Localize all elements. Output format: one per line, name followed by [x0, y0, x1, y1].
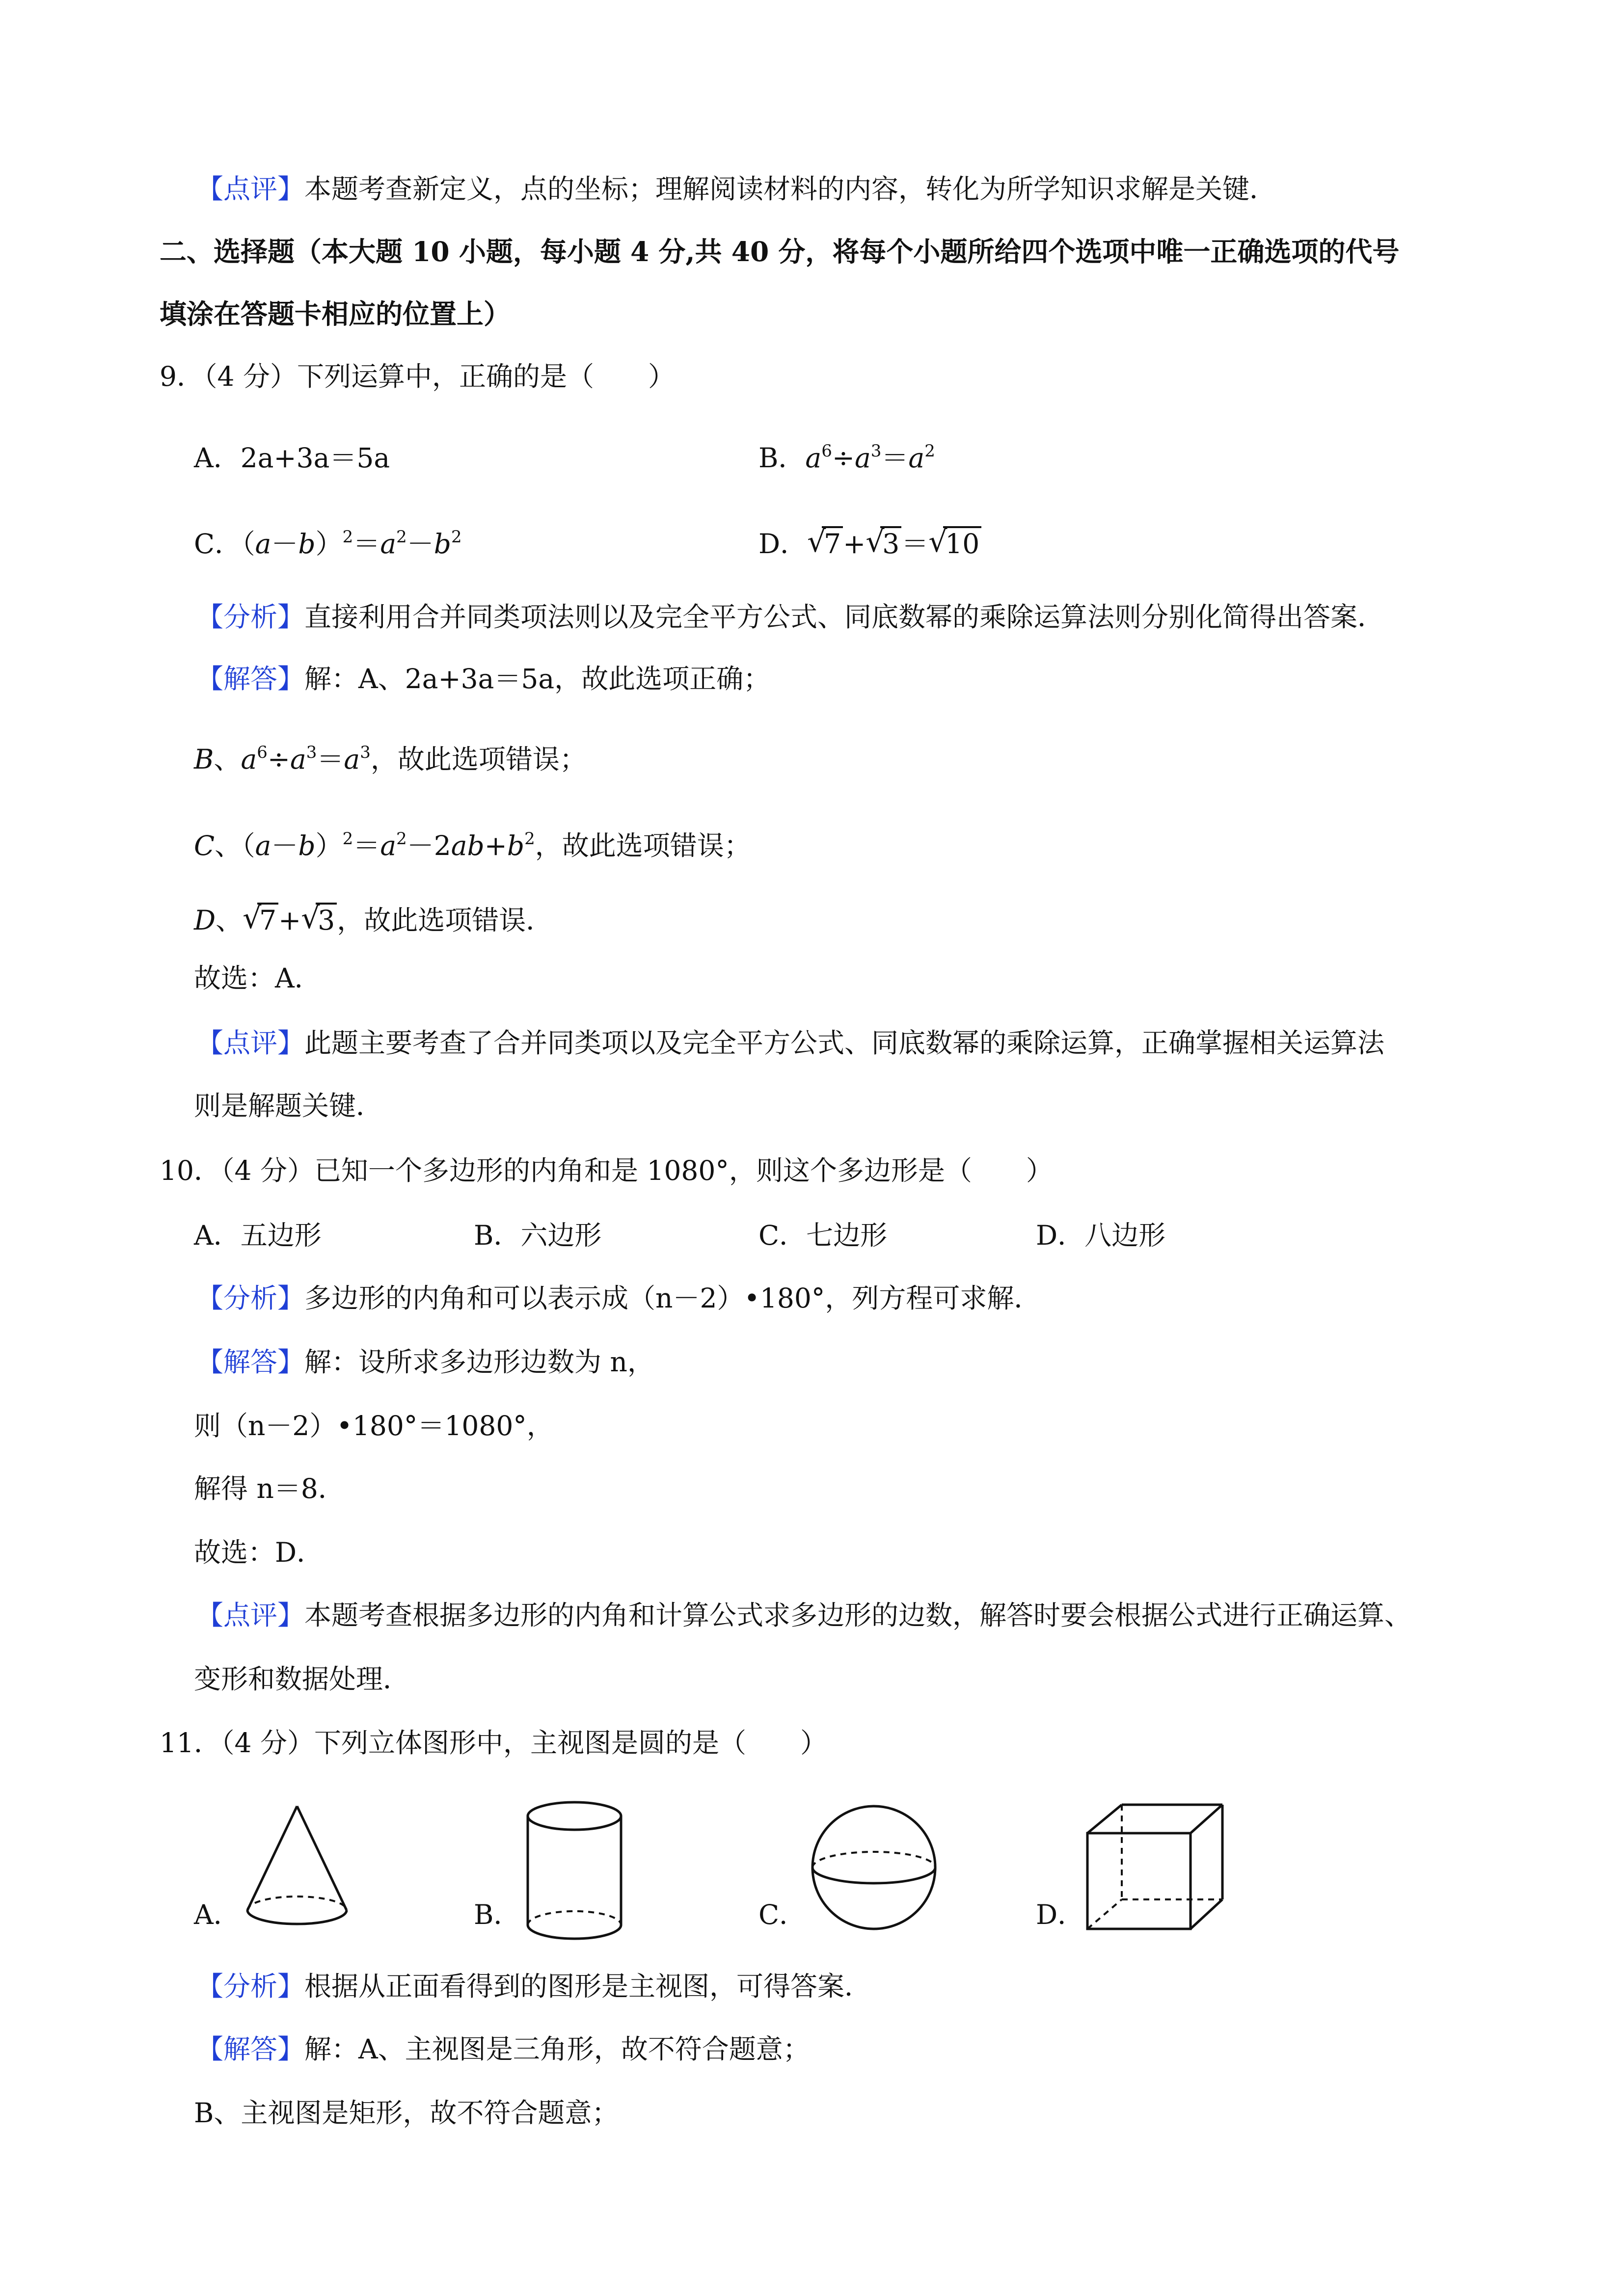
sphere-icon	[805, 1799, 943, 1936]
q11-answer-line1: 【解答】解：A、主视图是三角形，故不符合题意；	[196, 2033, 810, 2065]
q9-option-a: A．2a+3a＝5a	[194, 442, 390, 474]
q11-option-c: C．	[758, 1899, 807, 1930]
q10-option-d: D．八边形	[1036, 1220, 1166, 1251]
cone-icon	[241, 1801, 353, 1934]
q11-option-a: A．	[194, 1899, 241, 1930]
q9-stem: 9．（4 分）下列运算中，正确的是（ ）	[160, 361, 675, 392]
q9-answer-a: 【解答】解：A、2a+3a＝5a，故此选项正确；	[196, 663, 771, 694]
q9-answer-d: D、√ 7+√ 3，故此选项错误．	[194, 903, 553, 937]
q10-option-c: C．七边形	[758, 1220, 888, 1251]
q9-comment-line2: 则是解题关键．	[194, 1090, 383, 1121]
q10-comment-line2: 变形和数据处理．	[194, 1663, 410, 1695]
q10-analysis: 【分析】多边形的内角和可以表示成（n－2）•180°，列方程可求解．	[196, 1282, 1041, 1314]
q10-answer-line2: 则（n－2）•180°＝1080°，	[194, 1410, 554, 1442]
cylinder-icon	[520, 1796, 628, 1944]
q10-stem: 10．（4 分）已知一个多边形的内角和是 1080°，则这个多边形是（ ）	[160, 1155, 1053, 1186]
section-heading-line1: 二、选择题（本大题 10 小题，每小题 4 分,共 40 分，将每个小题所给四个选项中唯一正确选项的代号	[160, 236, 1400, 267]
q11-analysis: 【分析】根据从正面看得到的图形是主视图，可得答案．	[196, 1971, 872, 2002]
q11-option-d: D．	[1036, 1899, 1085, 1930]
q9-answer-c: C、$(a-b)^2=a^2-2ab+b^2$，故此选项错误；	[194, 829, 751, 861]
cube-icon	[1080, 1799, 1227, 1936]
q9-analysis: 【分析】直接利用合并同类项法则以及完全平方公式、同底数幂的乘除运算法则分别化简得出答案．	[196, 601, 1385, 633]
q9-answer-b: B、$a^6\div a^3=a^3$，故此选项错误；	[194, 743, 587, 775]
q11-answer-line2: B、主视图是矩形，故不符合题意；	[194, 2097, 619, 2129]
section-heading-line2: 填涂在答题卡相应的位置上）	[160, 298, 511, 330]
q10-comment-line1: 【点评】本题考查根据多边形的内角和计算公式求多边形的边数，解答时要会根据公式进行正确运算、	[196, 1600, 1412, 1631]
q11-stem: 11．（4 分）下列立体图形中，主视图是圆的是（ ）	[160, 1727, 827, 1759]
q10-option-b: B．六边形	[474, 1220, 602, 1251]
q11-option-b: B．	[474, 1899, 521, 1930]
q10-choice: 故选：D．	[194, 1537, 324, 1568]
q10-answer-line1: 【解答】解：设所求多边形边数为 n，	[196, 1346, 654, 1378]
q9-comment-line1: 【点评】此题主要考查了合并同类项以及完全平方公式、同底数幂的乘除运算，正确掌握相关运算法	[196, 1027, 1385, 1059]
q9-choice: 故选：A．	[194, 962, 322, 994]
q9-option-b: B．$a^6\div a^3=a^2$	[758, 441, 935, 474]
comment-text: 本题考查新定义，点的坐标；理解阅读材料的内容，转化为所学知识求解是关键．	[304, 173, 1277, 205]
q9-option-c: C．$(a-b)^2=a^2-b^2$	[194, 527, 462, 560]
q10-option-a: A．五边形	[194, 1220, 322, 1251]
q9-option-d: D．√ 7+√ 3＝√ 10	[758, 527, 981, 561]
comment-tag: 【点评】	[196, 173, 305, 205]
q10-answer-line3: 解得 n＝8．	[194, 1473, 345, 1504]
previous-comment	[196, 172, 1276, 206]
